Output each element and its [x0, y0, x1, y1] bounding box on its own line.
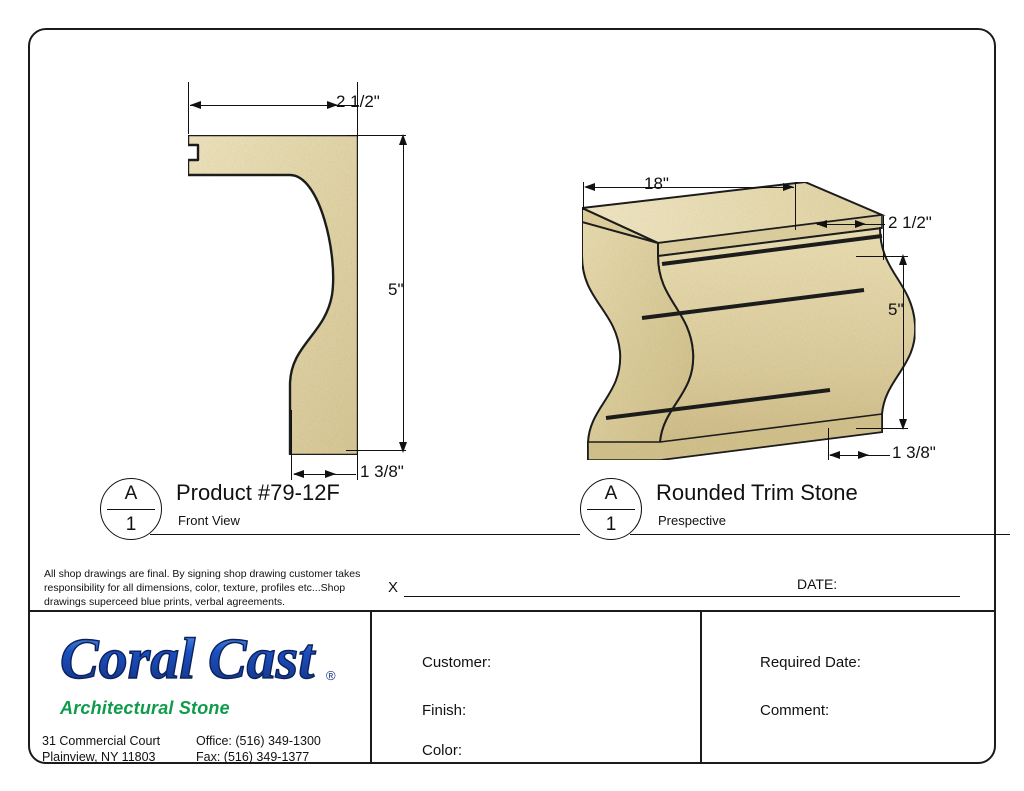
callout-persp-circle	[580, 478, 642, 540]
company-address-line1: 31 Commercial Court	[42, 734, 161, 748]
ext-line-front-bottom-left	[291, 410, 292, 480]
arrow-persp-depth-top-left	[816, 220, 827, 228]
dim-front-height: 5"	[388, 280, 404, 299]
color-label: Color:	[422, 742, 463, 759]
customer-label: Customer:	[422, 654, 492, 671]
arrow-persp-depth-top-right	[855, 220, 866, 228]
dim-line-front-top-width	[190, 105, 338, 106]
arrow-front-top-left	[190, 101, 201, 109]
ext-line-persp-length-right	[795, 182, 796, 230]
title-block	[30, 610, 994, 764]
perspective-view-drawing	[530, 160, 990, 480]
disclaimer-text: All shop drawings are final. By signing shop drawing customer takes responsibility for all dimensions, color, texture, profiles etc...Shop drawings superceed blue prints, verbal agreements.	[44, 568, 361, 608]
finish-label: Finish:	[422, 702, 467, 719]
ext-line-persp-height-bottom	[856, 428, 908, 429]
ext-line-front-height-bottom	[346, 450, 406, 451]
svg-text:Coral: Coral	[60, 626, 196, 691]
callout-persp-subtitle: Prespective	[658, 513, 726, 528]
callout-front-title: Product #79-12F	[176, 480, 340, 505]
callout-persp-number: 1	[605, 514, 617, 535]
callout-front-letter: A	[124, 483, 138, 504]
callout-front-circle	[100, 478, 162, 540]
dim-persp-depth-top: 2 1/2"	[888, 213, 932, 232]
required-date-label: Required Date:	[760, 654, 861, 671]
coral-cast-logo	[58, 622, 348, 710]
dim-front-bottom-width: 1 3/8"	[360, 462, 404, 481]
signature-line[interactable]	[404, 596, 960, 597]
ext-line-front-top-left	[188, 82, 189, 134]
ext-line-persp-depth-top-right	[883, 216, 884, 260]
svg-text:Cast: Cast	[208, 626, 315, 691]
arrow-persp-length-right	[783, 183, 794, 191]
company-fax: Fax: (516) 349-1377	[196, 750, 310, 764]
callout-front-subtitle: Front View	[178, 513, 240, 528]
callout-persp-divider	[587, 509, 635, 510]
callout-perspective-view	[580, 478, 980, 548]
dim-persp-length: 18"	[644, 174, 669, 193]
dim-line-persp-height	[903, 260, 904, 425]
dim-line-persp-depth-top	[817, 224, 885, 225]
ext-line-front-height-top	[346, 135, 406, 136]
dim-persp-height: 5"	[888, 300, 904, 319]
arrow-persp-depth-bottom-right	[858, 451, 869, 459]
ext-line-front-bottom-right	[357, 450, 358, 480]
date-label: DATE:	[797, 576, 838, 592]
arrow-front-bottom-left	[293, 470, 304, 478]
dim-line-persp-length	[586, 187, 794, 188]
arrow-persp-length-left	[584, 183, 595, 191]
logo-tagline: Architectural Stone	[60, 698, 230, 718]
svg-text:®: ®	[326, 668, 336, 683]
callout-persp-underline	[630, 534, 1010, 535]
comment-label: Comment:	[760, 702, 830, 719]
callout-persp-title: Rounded Trim Stone	[656, 480, 858, 505]
ext-line-persp-length-left	[583, 182, 584, 210]
signature-x-mark: X	[388, 579, 399, 596]
ext-line-persp-depth-bottom-left	[828, 428, 829, 460]
company-phone: Office: (516) 349-1300	[196, 734, 321, 748]
company-address-line2: Plainview, NY 11803	[42, 750, 156, 764]
arrow-persp-depth-bottom-left	[829, 451, 840, 459]
title-block-schedule-fields	[700, 612, 994, 764]
title-block-order-fields	[370, 612, 700, 764]
front-view-profile-drawing	[120, 80, 540, 510]
dim-front-top-width: 2 1/2"	[336, 92, 380, 111]
callout-front-divider	[107, 509, 155, 510]
dim-persp-depth-bottom: 1 3/8"	[892, 443, 936, 462]
arrow-front-bottom-right	[325, 470, 336, 478]
callout-persp-letter: A	[604, 483, 618, 504]
callout-front-number: 1	[125, 514, 137, 535]
callout-front-underline	[150, 534, 580, 535]
drawing-sheet	[28, 28, 996, 764]
ext-line-persp-height-top	[856, 256, 908, 257]
callout-front-view	[100, 478, 550, 548]
title-block-company	[30, 612, 370, 764]
